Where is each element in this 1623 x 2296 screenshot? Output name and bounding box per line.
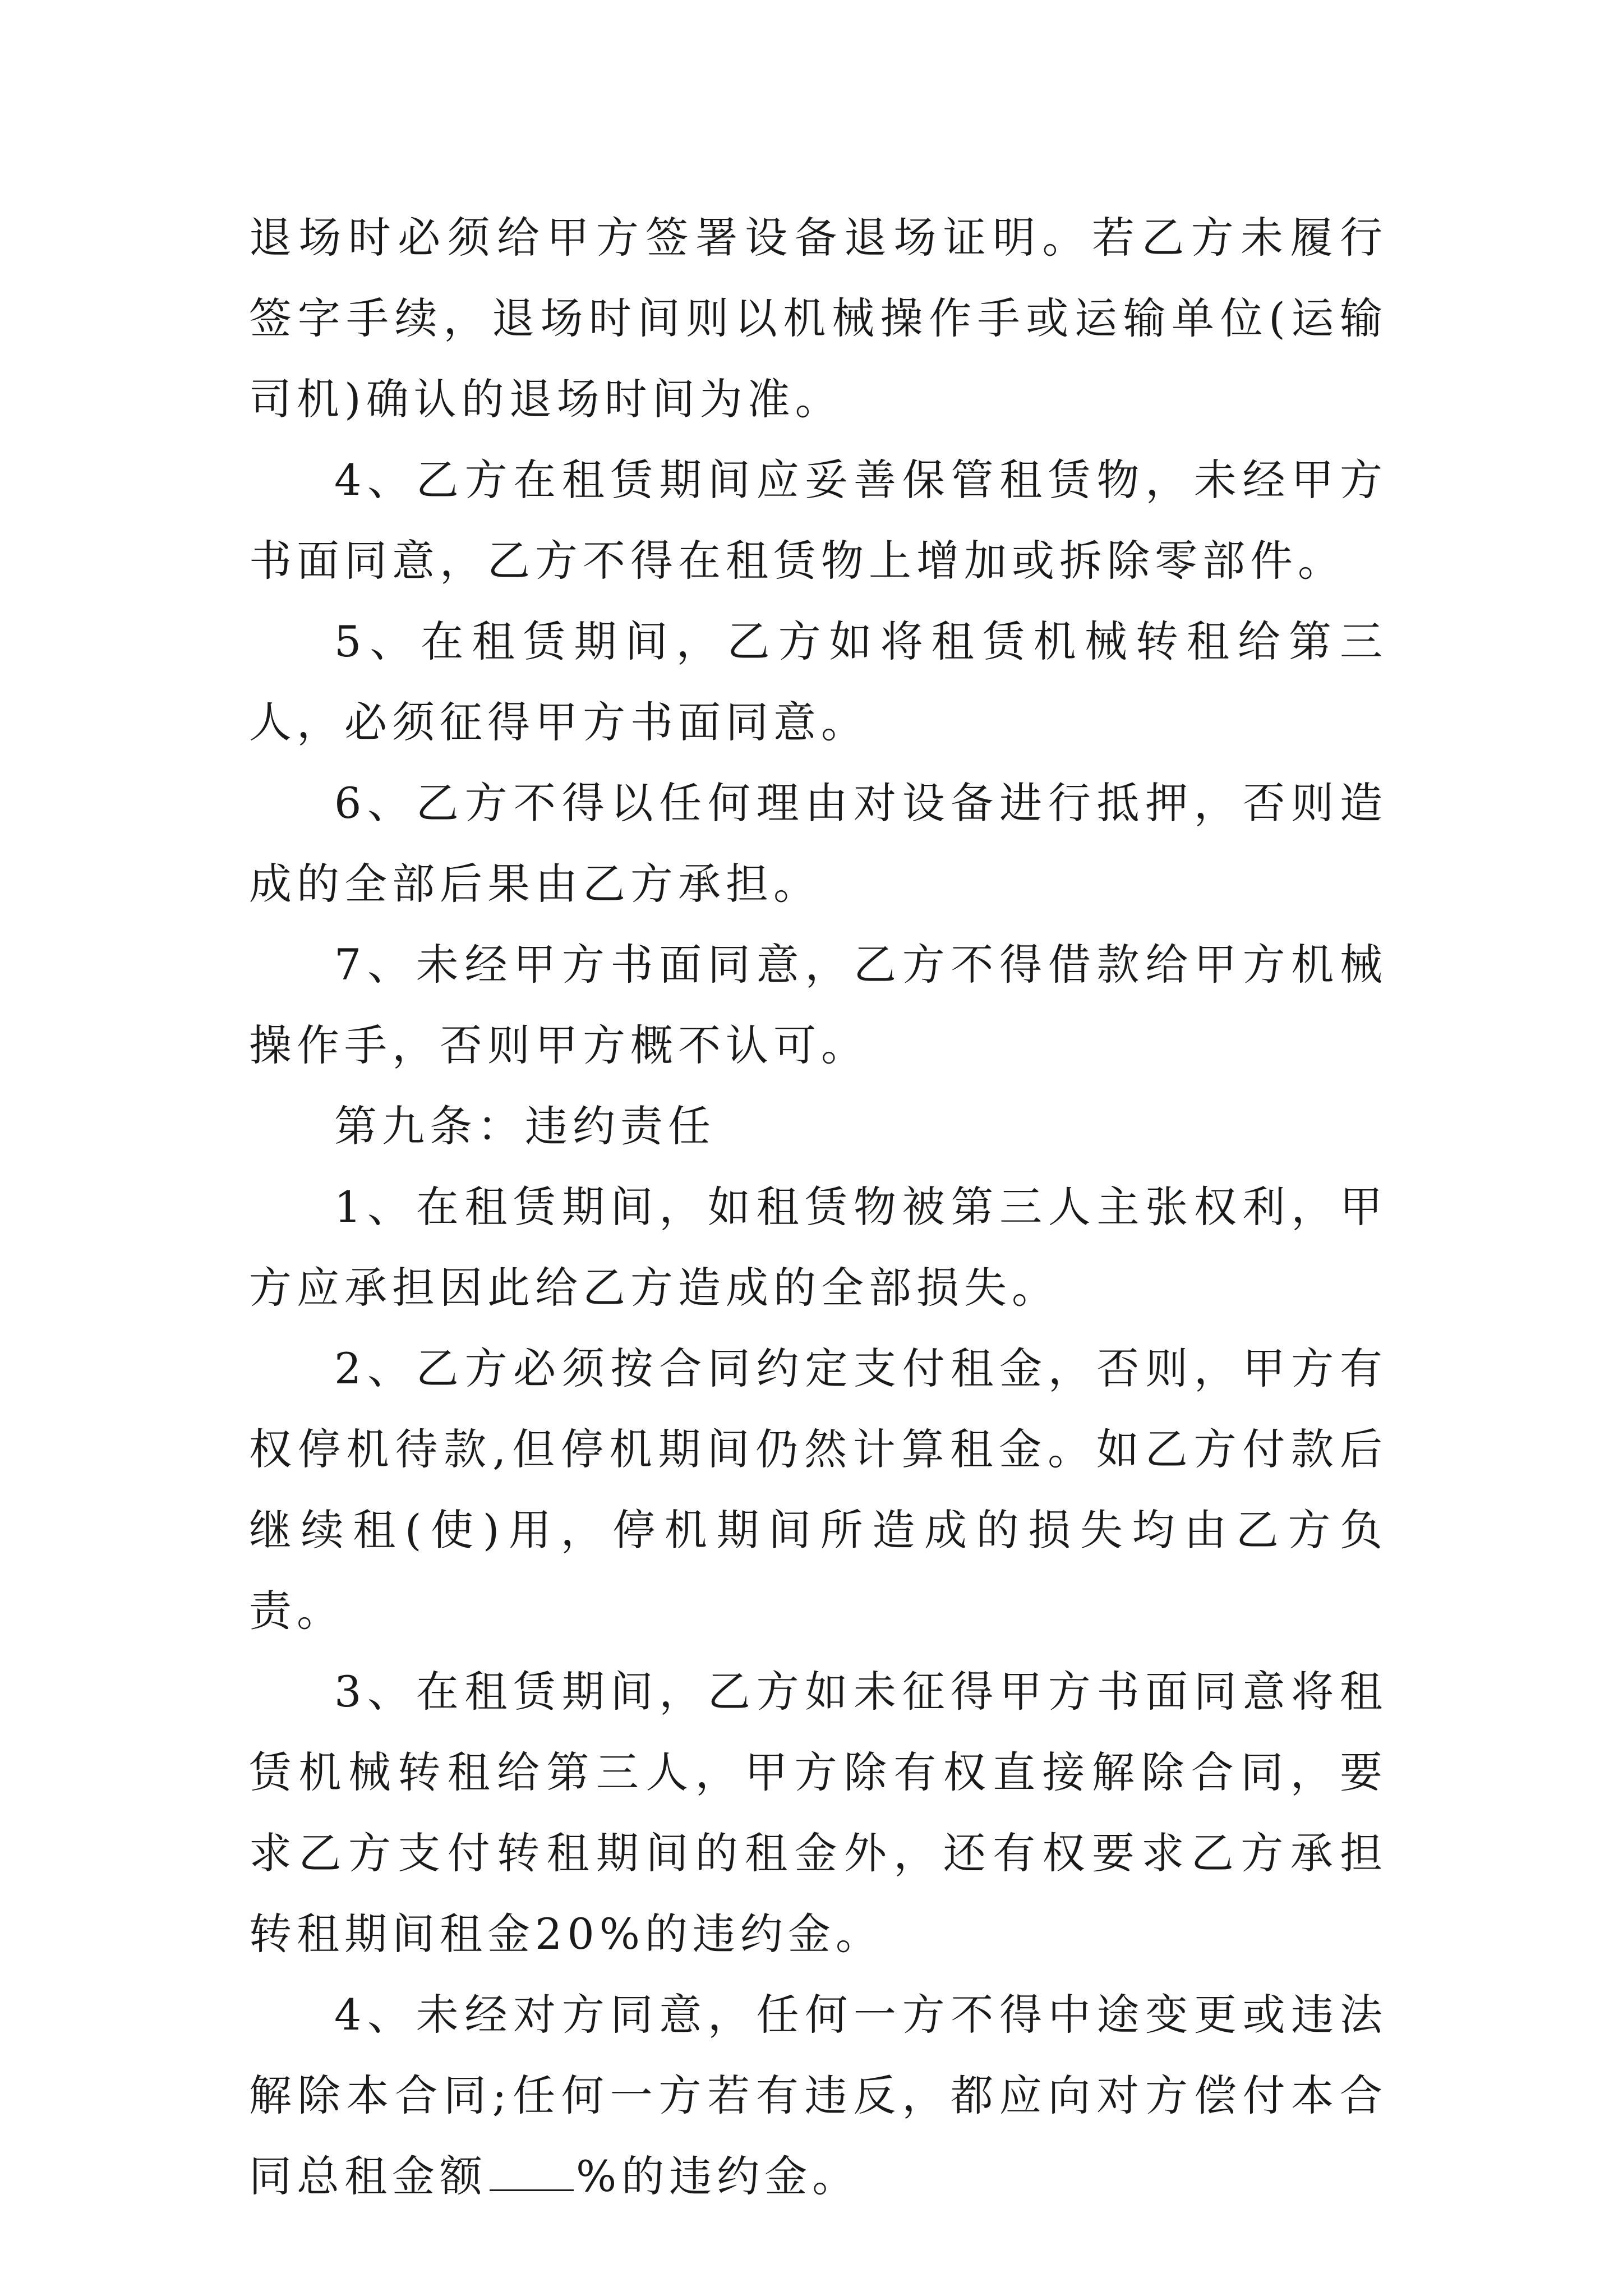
paragraph-clause-6: 6、乙方不得以任何理由对设备进行抵押，否则造成的全部后果由乙方承担。 bbox=[249, 778, 1387, 909]
paragraph-clause-4: 4、乙方在租赁期间应妥善保管租赁物，未经甲方书面同意，乙方不得在租赁物上增加或拆除零部件。 bbox=[249, 455, 1387, 586]
liability-4-text: 4、未经对方同意，任何一方不得中途变更或违法解除本合同;任何一方若有违反，都应向对方偿付本合同总租金额 bbox=[249, 1990, 1387, 2201]
paragraph-clause-7: 7、未经甲方书面同意，乙方不得借款给甲方机械操作手，否则甲方概不认可。 bbox=[249, 940, 1387, 1070]
percentage-blank-field bbox=[490, 2156, 574, 2191]
paragraph-clause-5: 5、在租赁期间，乙方如将租赁机械转租给第三人，必须征得甲方书面同意。 bbox=[249, 616, 1387, 747]
liability-4-suffix: %的违约金。 bbox=[576, 2151, 860, 2201]
paragraph-exit-proof: 退场时必须给甲方签署设备退场证明。若乙方未履行签字手续，退场时间则以机械操作手或运输单位(运输司机)确认的退场时间为准。 bbox=[249, 213, 1387, 424]
paragraph-liability-1: 1、在租赁期间，如租赁物被第三人主张权利，甲方应承担因此给乙方造成的全部损失。 bbox=[249, 1182, 1387, 1313]
paragraph-liability-4 bbox=[249, 1975, 1387, 2217]
document-body bbox=[249, 197, 1387, 2217]
paragraph-liability-2: 2、乙方必须按合同约定支付租金，否则，甲方有权停机待款,但停机期间仍然计算租金。如乙方付款后继续租(使)用，停机期间所造成的损失均由乙方负责。 bbox=[249, 1343, 1387, 1636]
section-heading-liability: 第九条：违约责任 bbox=[334, 1101, 716, 1151]
paragraph-liability-3: 3、在租赁期间，乙方如未征得甲方书面同意将租赁机械转租给第三人，甲方除有权直接解除合同，要求乙方支付转租期间的租金外，还有权要求乙方承担转租期间租金20%的违约金。 bbox=[249, 1667, 1387, 1959]
